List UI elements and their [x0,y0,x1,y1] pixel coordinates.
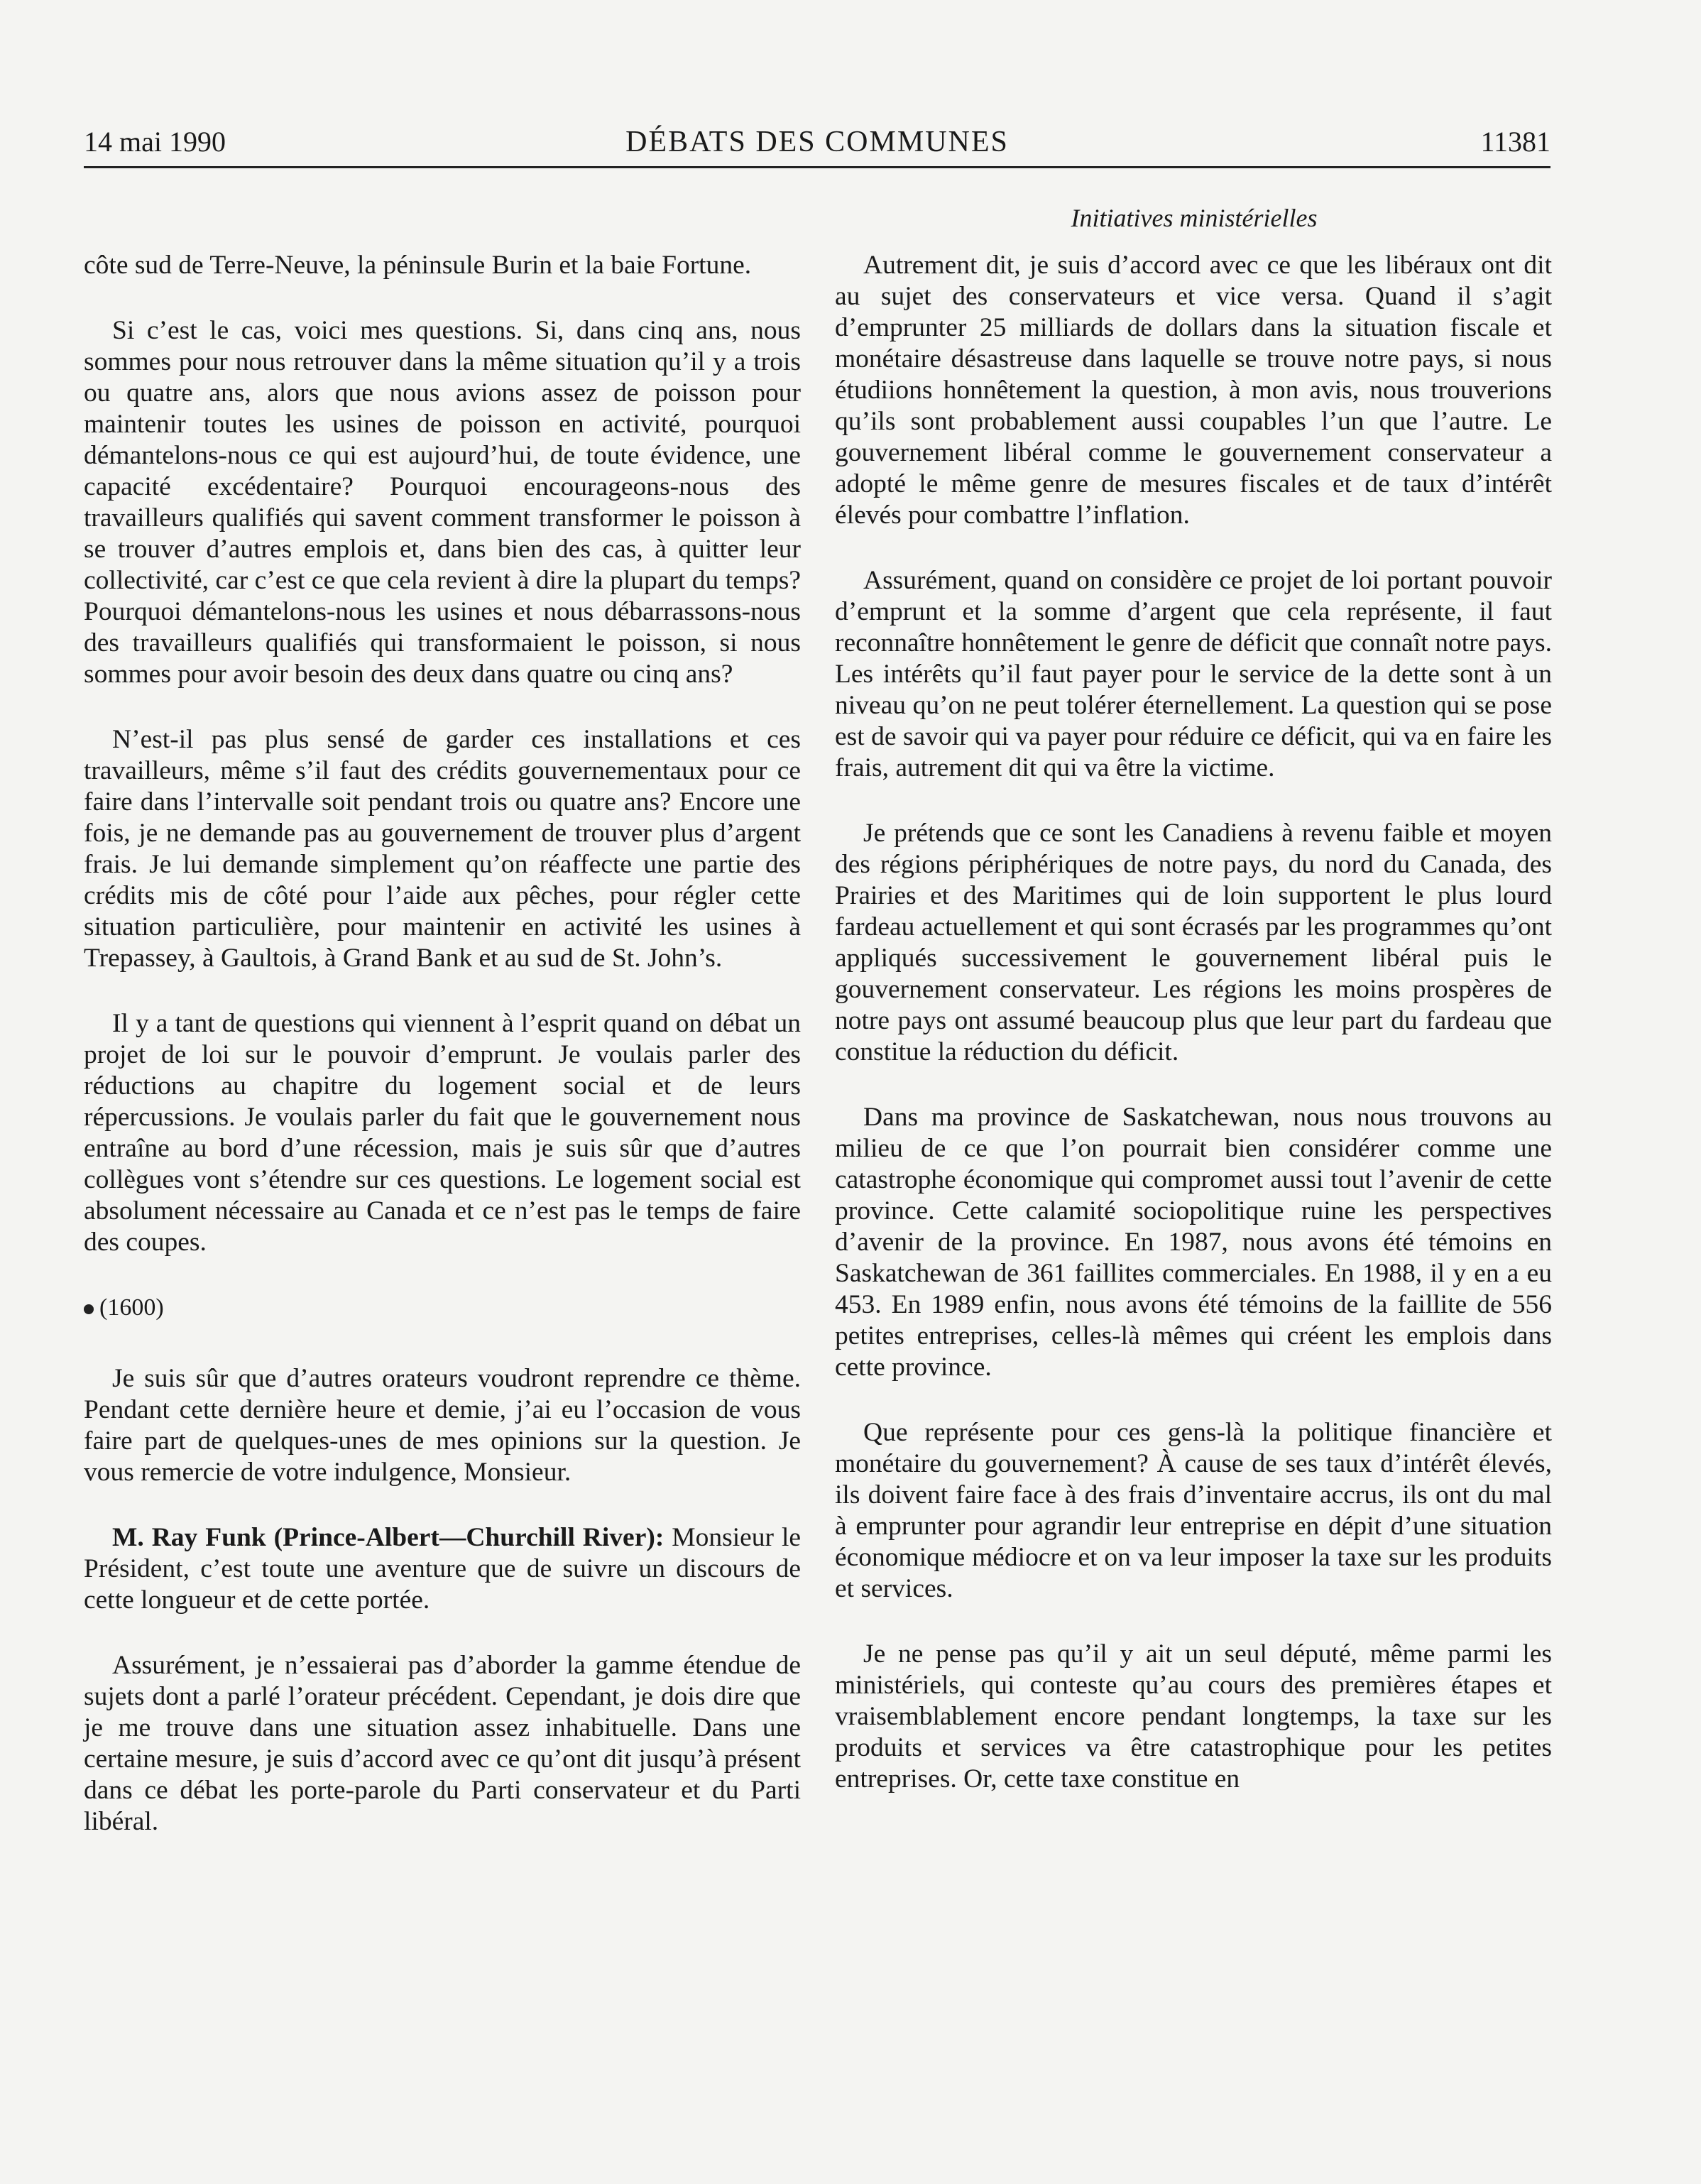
paragraph: Il y a tant de questions qui viennent à l’esprit quand on débat un projet de loi sur le pouvoir d’emprunt. Je voulais parler des réductions au chapitre du logement social et de leurs répercussions. Je voulais parler du fait que le gouvernement nous entraîne au bord d’une récession, mais je suis sûr que d’autres collègues vont s’étendre sur ces questions. Le logement social est absolument nécessaire au Canada et ce n’est pas le temps de faire des coupes. [84,1009,801,1257]
header-date: 14 mai 1990 [84,126,226,158]
paragraph: Je suis sûr que d’autres orateurs voudront reprendre ce thème. Pendant cette dernière heure et demie, j’ai eu l’occasion de vous faire part de quelques-unes de mes opinions sur la question. Je vous remercie de votre indulgence, Monsieur. [84,1364,801,1487]
time-marker [84,1292,801,1323]
paragraph: Assurément, quand on considère ce projet de loi portant pouvoir d’emprunt et la somme d’argent que cela représente, il faut reconnaître honnêtement le genre de déficit que connaît notre pays. Les intérêts qu’il faut payer pour le service de la dette sont à un niveau qu’on ne peut tolérer éternellement. La question qui se pose est de savoir qui va payer pour réduire ce déficit, qui va en faire les frais, autrement dit qui va être la victime. [835,566,1552,782]
paragraph: Si c’est le cas, voici mes questions. Si, dans cinq ans, nous sommes pour nous retrouver dans la même situation qu’il y a trois ou quatre ans, alors que nous avions assez de poisson pour maintenir toutes les usines de poisson en activité, pourquoi démantelons-nous ce qui est aujourd’hui, de toute évidence, une capacité excédentaire? Pourquoi encourageons-nous des travailleurs qualifiés qui savent comment transformer le poisson à se trouver d’autres emplois et, dans bien des cas, à quitter leur collectivité, car c’est ce que cela revient à dire la plupart du temps? Pourquoi démantelons-nous les usines et nous débarrassons-nous des travailleurs qualifiés qui transformaient le poisson, si nous sommes pour avoir besoin des deux dans quatre ou cinq ans? [84,316,801,689]
paragraph: Dans ma province de Saskatchewan, nous nous trouvons au milieu de ce que l’on pourrait bien considérer comme une catastrophe économique qui compromet aussi tout l’avenir de cette province. Cette calamité sociopolitique ruine les perspectives d’avenir de la province. En 1987, nous avons été témoins en Saskatchewan de 361 faillites commerciales. En 1988, il y en a eu 453. En 1989 enfin, nous avons été témoins de la faillite de 556 petites entreprises, celles-là mêmes qui créent les emplois dans cette province. [835,1103,1552,1382]
page-header [84,124,1550,168]
paragraph: Je ne pense pas qu’il y ait un seul député, même parmi les ministériels, qui conteste qu’au cours des premières étapes et vraisemblablement encore pendant longtemps, la taxe sur les produits et services va être catastrophique pour les petites entreprises. Or, cette taxe constitue en [835,1639,1552,1793]
paragraph: côte sud de Terre-Neuve, la péninsule Burin et la baie Fortune. [84,251,752,280]
header-title: DÉBATS DES COMMUNES [625,126,1009,158]
time-marker-text: (1600) [99,1294,164,1321]
page-number: 11381 [1480,126,1550,158]
bullet-icon [84,1304,94,1314]
left-column [84,250,801,1872]
speaker-paragraph [84,1522,801,1616]
paragraph: N’est-il pas plus sensé de garder ces installations et ces travailleurs, même s’il faut des crédits gouvernementaux pour ce faire dans l’intervalle soit pendant trois ou quatre ans? Encore une fois, je ne demande pas au gouvernement de trouver plus d’argent frais. Je lui demande simplement qu’on réaffecte une partie des crédits mis de côté pour l’aide aux pêches, pour régler cette situation particulière, pour maintenir en activité les usines à Trepassey, à Gaultois, à Grand Bank et au sud de St. John’s. [84,725,801,973]
paragraph: Je prétends que ce sont les Canadiens à revenu faible et moyen des régions périphériques de notre pays, du nord du Canada, des Prairies et des Maritimes qui de loin supportent le plus lourd fardeau actuellement et qui sont écrasés par les programmes qu’ont appliqués successivement le gouvernement libéral puis le gouvernement conservateur. Les régions les moins prospères de notre pays ont assumé beaucoup plus que leur part du fardeau que constitue la réduction du déficit. [835,819,1552,1066]
paragraph: Assurément, je n’essaierai pas d’aborder la gamme étendue de sujets dont a parlé l’orateur précédent. Cependant, je dois dire que je me trouve dans une situation assez inhabituelle. Dans une certaine mesure, je suis d’accord avec ce qu’ont dit jusqu’à présent dans ce débat les porte-parole du Parti conservateur et du Parti libéral. [84,1651,801,1836]
paragraph: Autrement dit, je suis d’accord avec ce que les libéraux ont dit au sujet des conservateurs et vice versa. Quand il s’agit d’emprunter 25 milliards de dollars dans la situation fiscale et monétaire désastreuse dans laquelle se trouve notre pays, si nous étudiions honnêtement la question, à mon avis, nous trouverions qu’ils sont probablement aussi coupables l’un que l’autre. Le gouvernement libéral comme le gouvernement conservateur a adopté le même genre de mesures fiscales et de taux d’intérêt élevés pour combattre l’inflation. [835,251,1552,530]
section-label: Initiatives ministérielles [1071,204,1318,232]
right-column [835,250,1552,1829]
speaker-text: Monsieur le Président, c’est toute une aventure que de suivre un discours de cette longueur et de cette portée. [84,1523,802,1615]
paragraph: Que représente pour ces gens-là la politique financière et monétaire du gouvernement? À cause de ses taux d’intérêt élevés, ils doivent faire face à des frais d’inventaire accrus, ils ont du mal à emprunter pour agrandir leur entreprise en dépit d’une situation économique médiocre et on va leur imposer la taxe sur les produits et services. [835,1418,1552,1603]
speaker-name: M. Ray Funk (Prince-Albert—Churchill River): [112,1523,664,1552]
